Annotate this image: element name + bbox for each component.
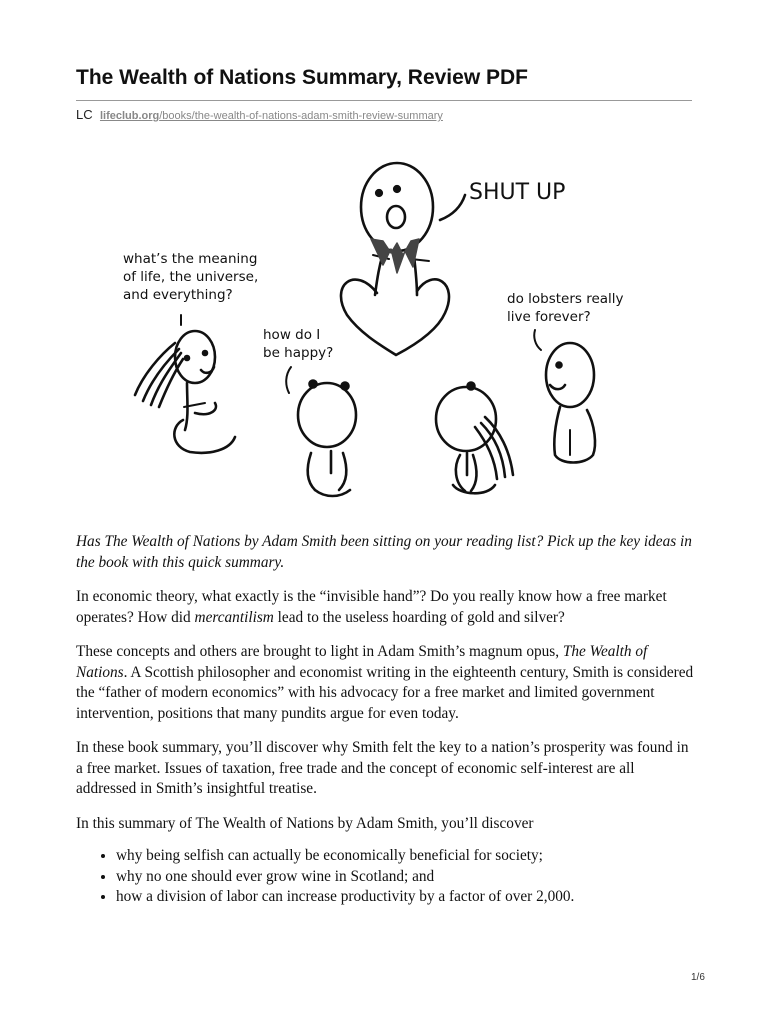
source-line	[76, 107, 443, 122]
source-link[interactable]	[100, 110, 443, 122]
article-body	[76, 532, 696, 908]
p2-text-b: lead to the useless hoarding of gold and silver?	[273, 608, 565, 626]
right-figure	[534, 330, 595, 463]
intro-text: Has The Wealth of Nations by Adam Smith been sitting on your reading list? Pick up the key ideas in the book with this quick summary.	[76, 533, 692, 571]
question-happy-1: how do I	[263, 327, 321, 343]
paragraph-discover: In this summary of The Wealth of Nations by Adam Smith, you’ll discover	[76, 814, 534, 832]
page-number: 1/6	[691, 972, 705, 983]
question-lobsters-2: live forever?	[507, 309, 591, 325]
speech-shut-up: SHUT UP	[469, 180, 566, 205]
third-figure	[436, 383, 513, 494]
paragraph-magnum-opus	[76, 642, 696, 724]
list-item: • how a division of labor can increase productivity by a factor of over 2,000.	[116, 887, 696, 908]
source-domain: lifeclub.org	[99, 110, 160, 122]
second-figure	[286, 367, 356, 496]
intro-paragraph	[76, 532, 696, 573]
shut-up-pointer	[440, 195, 465, 220]
question-lobsters-1: do lobsters really	[507, 291, 624, 307]
source-path: /books/the-wealth-of-nations-adam-smith-review-summary	[159, 110, 443, 122]
page-title: The Wealth of Nations Summary, Review PDF	[76, 66, 528, 89]
question-happy-2: be happy?	[263, 345, 334, 361]
p2-text-a: In economic theory, what exactly is the “invisible hand”? Do you really know how a free market operates? How did	[76, 588, 667, 626]
list-item: • why no one should ever grow wine in Scotland; and	[116, 867, 696, 888]
left-figure	[135, 315, 235, 453]
p3-emphasis: The Wealth of Nations	[76, 643, 648, 681]
paragraph-invisible-hand	[76, 587, 696, 628]
question-meaning-3: and everything?	[123, 287, 233, 303]
paragraph-prosperity: In these book summary, you’ll discover why Smith felt the key to a nation’s prosperity was found in a free market. Issues of taxation, free trade and the concept of economic self-interest are all addressed in Smith’s insightful treatise.	[76, 739, 689, 797]
cartoon-illustration	[115, 155, 675, 510]
source-prefix: LC	[76, 107, 93, 122]
question-meaning-1: what’s the meaning	[123, 251, 258, 267]
discover-list	[76, 846, 696, 908]
p2-emphasis: mercantilism	[194, 608, 274, 626]
p3-text-b: . A Scottish philosopher and economist writing in the eighteenth century, Smith is considered the “father of modern economics” with his advocacy for a free market and limited government intervention, positions that many pundits argue for even today.	[76, 663, 694, 722]
question-meaning-2: of life, the universe,	[123, 269, 259, 285]
list-item: • why being selfish can actually be economically beneficial for society;	[116, 846, 696, 867]
p3-text-a: These concepts and others are brought to light in Adam Smith’s magnum opus,	[76, 643, 563, 660]
title-divider	[76, 100, 692, 101]
